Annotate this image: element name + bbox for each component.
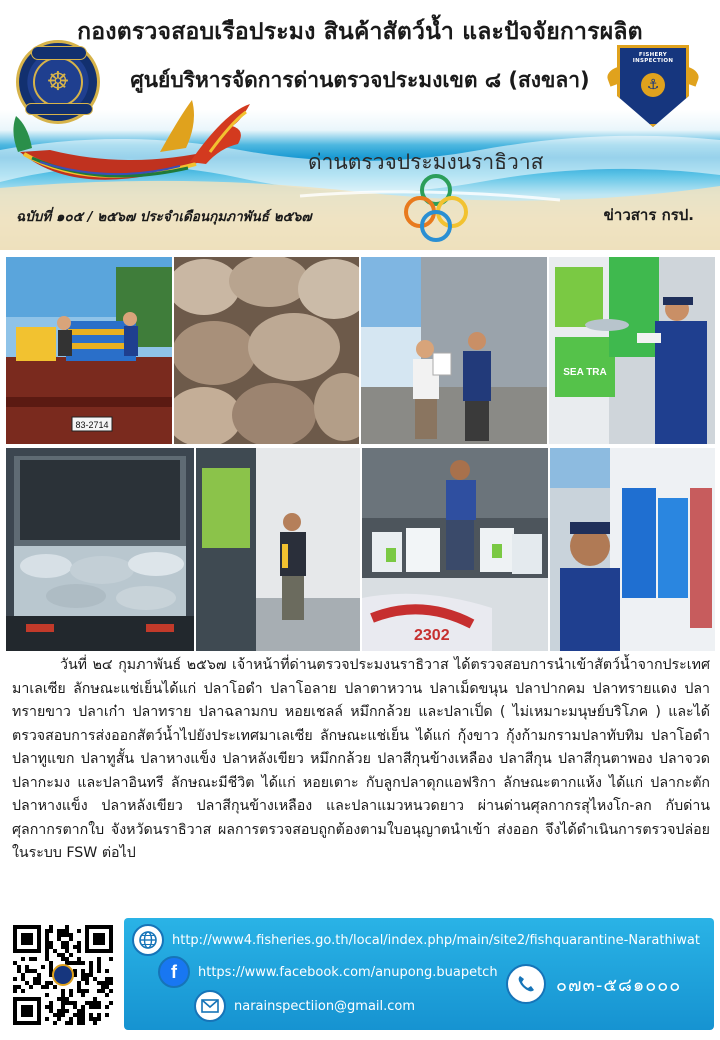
checkpoint-name: ด่านตรวจประมงนราธิวาส (308, 150, 544, 174)
photo-truck-inspection (549, 257, 715, 444)
photo-unloading-truck (6, 257, 172, 444)
news-body-paragraph: วันที่ ๒๔ กุมภาพันธ์ ๒๕๖๗ เจ้าหน้าที่ด่านตรวจประมงนราธิวาส ได้ตรวจสอบการนำเข้าสัตว์น้ำจากประเทศมาเลเซีย ลักษณะแช่เย็นได้แก่ ปลาโอดำ ปลาโอลาย ปลาตาหวาน ปลาเม็ดขนุน ปลาปากคม ปลาทรายแดง ปลาทรายขาว ปลาเก๋า ปลาทราย ปลาฉลามกบ หอยเชลล์ หมึกกล้วย และปลาเป็ด ( ไม่เหมาะมนุษย์บริโภค ) และได้ตรวจสอบการส่งออกสัตว์น้ำไปยังประเทศมาเลเซีย ลักษณะแช่เย็น ได้แก่ กุ้งขาว กุ้งก้ามกรามปลาทับทิม ปลาโอดำ ปลาทูแขก ปลาทูสั้น ปลาหางแข็ง ปลาหลังเขียว หมึกกล้วย ปลาสีกุนข้างเหลือง ปลาสีกุน ปลาสีกุนตาพอง ปลาจวด ปลากะมง และปลาอินทรี ลักษณะมีชีวิต ได้แก่ หอยเตาะ กับลูกปลาดุกแอฟริกา ลักษณะตากแห้ง ได้แก่ ปลากะตัก ปลาหางแข็ง ปลาหลังเขียว ปลาสีกุนข้างเหลือง และปลาแมวหนวดยาว ผ่านด่านศุลกากรสุไหงโก-ลก กับด่านศุลกากรตากใบ จังหวัดนราธิวาส ผลการตรวจสอบถูกต้องตามใบอนุญาตนำเข้า ส่งออก จึงได้ดำเนินการตรวจปล่อยในระบบ FSW ต่อไป (12, 657, 710, 861)
sack-label: 2302 (414, 627, 450, 644)
phone-row[interactable] (506, 964, 681, 1004)
contact-info-panel (124, 918, 714, 1030)
center-title: ศูนย์บริหารจัดการด่านตรวจประมงเขต ๘ (สงขลา) (130, 68, 590, 92)
photo-fish-cargo-truck (6, 448, 194, 651)
knot-logo-decoration (396, 166, 476, 246)
photo-dried-fish-sacks (174, 257, 359, 444)
news-label: ข่าวสาร กรป. (603, 206, 694, 224)
facebook-link[interactable]: https://www.facebook.com/anupong.buapetch (198, 964, 498, 980)
email-address[interactable]: narainspectiion@gmail.com (234, 998, 416, 1014)
sea-trade-box-text: SEA TRA (563, 367, 607, 378)
qr-code[interactable] (8, 920, 118, 1030)
department-title: กองตรวจสอบเรือประมง สินค้าสัตว์น้ำ และปัจจัยการผลิต (77, 19, 643, 45)
mail-icon (194, 990, 226, 1022)
photo-document-handover (361, 257, 547, 444)
newsletter-header (0, 0, 720, 250)
website-row[interactable] (132, 924, 700, 956)
emblem-text: FISHERY INSPECTION (632, 52, 674, 64)
email-row[interactable] (194, 990, 415, 1022)
kolae-boat-illustration (10, 92, 260, 192)
photo-officer-at-truck (196, 448, 360, 651)
globe-icon (132, 924, 164, 956)
license-plate: 83-2714 (75, 420, 109, 430)
issue-number: ฉบับที่ ๑๐๕ / ๒๕๖๗ ประจำเดือนกุมภาพันธ์ ๒๕๖๗ (16, 209, 312, 225)
phone-icon (506, 964, 546, 1004)
photo-officer-selfie-blue-drums (550, 448, 715, 651)
fishery-inspection-emblem: FISHERY INSPECTION ⚓ (607, 45, 699, 131)
department-seal-logo: ☸ (16, 40, 100, 124)
phone-number[interactable]: ๐๗๓-๕๘๑๐๐๐ (556, 974, 682, 996)
facebook-icon: f (158, 956, 190, 988)
photo-rice-sacks-unloading (362, 448, 548, 651)
facebook-row[interactable] (158, 956, 498, 988)
website-link[interactable]: http://www4.fisheries.go.th/local/index.php/main/site2/fishquarantine-Narathiwat (172, 932, 700, 948)
